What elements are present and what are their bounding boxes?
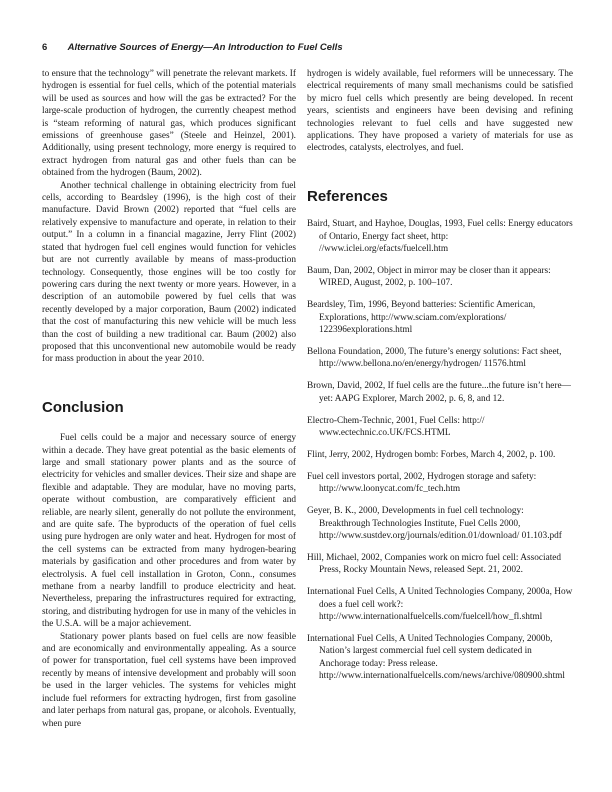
body-paragraph: hydrogen is widely available, fuel reformers will be unnecessary. The electrical requirements of many small mechanisms could be satisfied by micro fuel cells which presently are being developed. In recent years, scientists and engineers have been devising and refining technologies relevant to fuel cells and have suggested new applications. They have proposed a variety of materials for use as electrodes, catalysts, electrolyes, and fuel. (307, 69, 573, 154)
conclusion-paragraph: Stationary power plants based on fuel cells are now feasible and are economically and environmentally appealing. As a source of power for transportation, fuel cell systems have been improved recently by means of intensive development and probably will soon be used in the larger vehicles. The systems for vehicles might include fuel reformers for extracting hydrogen, first from gasoline and later perhaps from natural gas, propane, or alcohols. Eventually, when pure (42, 631, 296, 729)
page-number: 6 (42, 42, 48, 53)
reference-entry: Beardsley, Tim, 1996, Beyond batteries: Scientific American, Explorations, http://www.sciam.com/explorations/ 122396explorations.html (307, 300, 536, 336)
reference-entry: Baum, Dan, 2002, Object in mirror may be closer than it appears: WIRED, August, 2002, p. 100–107. (307, 265, 551, 289)
reference-entry: Electro-Chem-Technic, 2001, Fuel Cells: http:// www.ectechnic.co.UK/FCS.HTML (307, 415, 485, 439)
reference-entry: Brown, David, 2002, If fuel cells are the future...the future isn’t here—yet: AAPG Explorer, March 2002, p. 6, 8, and 12. (307, 381, 571, 404)
right-column (307, 68, 573, 683)
left-column (42, 68, 296, 730)
running-header (42, 42, 582, 53)
reference-entry: International Fuel Cells, A United Technologies Company, 2000a, How does a fuel cell work?: http://www.internationalfuelcells.com/fuelcell/how_fl.shtml (307, 587, 573, 622)
references-heading: References (307, 187, 388, 205)
reference-entry: International Fuel Cells, A United Technologies Company, 2000b, Nation’s largest commercial fuel cell system dedicated in Anchorage today: Press release. http://www.internationalfuelcells.com/news/archive/080900.shtml (307, 633, 565, 682)
body-paragraph: Another technical challenge in obtaining electricity from fuel cells, according to Beardsley (1996), is the high cost of their manufacture. David Brown (2002) reported that “fuel cells are relatively expensive to manufacture and operate, in relation to their output.” In a column in a financial magazine, Jerry Flint (2002) stated that hydrogen fuel cell engines would function for vehicles but are not currently available by means of mass-production technology. Consequently, those engines will be too costly for powering cars during the next twenty or more years. However, in a description of an automobile powered by fuel cells that was recently developed by a major corporation, Baum (2002) indicated that the cost of manufacturing this new vehicle will be much less than the cost of building a new traditional car. Baum (2002) also proposed that this unconventional new automobile would be ready for mass production in about the year 2010. (42, 180, 296, 365)
reference-entry: Bellona Foundation, 2000, The future’s energy solutions: Fact sheet, http://www.bellona.no/en/energy/hydrogen/ 11576.html (307, 347, 562, 370)
reference-entry: Flint, Jerry, 2002, Hydrogen bomb: Forbes, March 4, 2002, p. 100. (307, 449, 556, 460)
running-title: Alternative Sources of Energy—An Introduction to Fuel Cells (67, 42, 343, 53)
reference-entry: Geyer, B. K., 2000, Developments in fuel cell technology: Breakthrough Technologies Institute, Fuel Cells 2000, http://www.sustdev.org/journals/edition.01/download/ 01.103.pdf (307, 506, 562, 541)
conclusion-paragraph: Fuel cells could be a major and necessary source of energy within a decade. They have great potential as the basic elements of large and small stationary power plants and as the source of electricity for vehicles and smaller devices. Their size and shape are flexible and adaptable. They are modular, have no moving parts, operate without combustion, are comparatively efficient and reliable, are nearly silent, generally do not pollute the environment, and are quite safe. The byproducts of the operation of fuel cells using pure hydrogen are only water and heat. Hydrogen for most of the cell systems can be extracted from many hydrogen-bearing materials by gasification and other procedures and from water by electrolysis. A fuel cell installation in Groton, Conn., consumes methane from a nearby landfill to produce electricity and heat. Nevertheless, preparing the infrastructures required for extracting, storing, and distributing hydrogen for use in many of the vehicles in the U.S.A. will be a major achievement. (42, 433, 296, 630)
reference-list (307, 218, 573, 682)
conclusion-heading: Conclusion (42, 398, 124, 416)
reference-entry: Fuel cell investors portal, 2002, Hydrogen storage and safety: http://www.loonycat.com/fc_tech.htm (307, 471, 537, 495)
reference-entry: Hill, Michael, 2002, Companies work on micro fuel cell: Associated Press, Rocky Mountain News, released Sept. 21, 2002. (307, 552, 562, 576)
reference-entry: Baird, Stuart, and Hayhoe, Douglas, 1993, Fuel cells: Energy educators of Ontario, Energy fact sheet, http: //www.iclei.org/efacts/fuelcell.htm (307, 219, 573, 255)
body-paragraph: to ensure that the technology” will penetrate the relevant markets. If hydrogen is essential for fuel cells, which of the potential materials will be used as sources and how will the gas be extracted? For the large-scale production of hydrogen, the currently cheapest method is “steam reforming of natural gas, which produces significant emissions of greenhouse gases” (Steele and Heinzel, 2001). Additionally, using present technology, more energy is required to extract hydrogen from natural gas and other fuels than can be obtained from the hydrogen (Baum, 2002). (42, 69, 296, 179)
